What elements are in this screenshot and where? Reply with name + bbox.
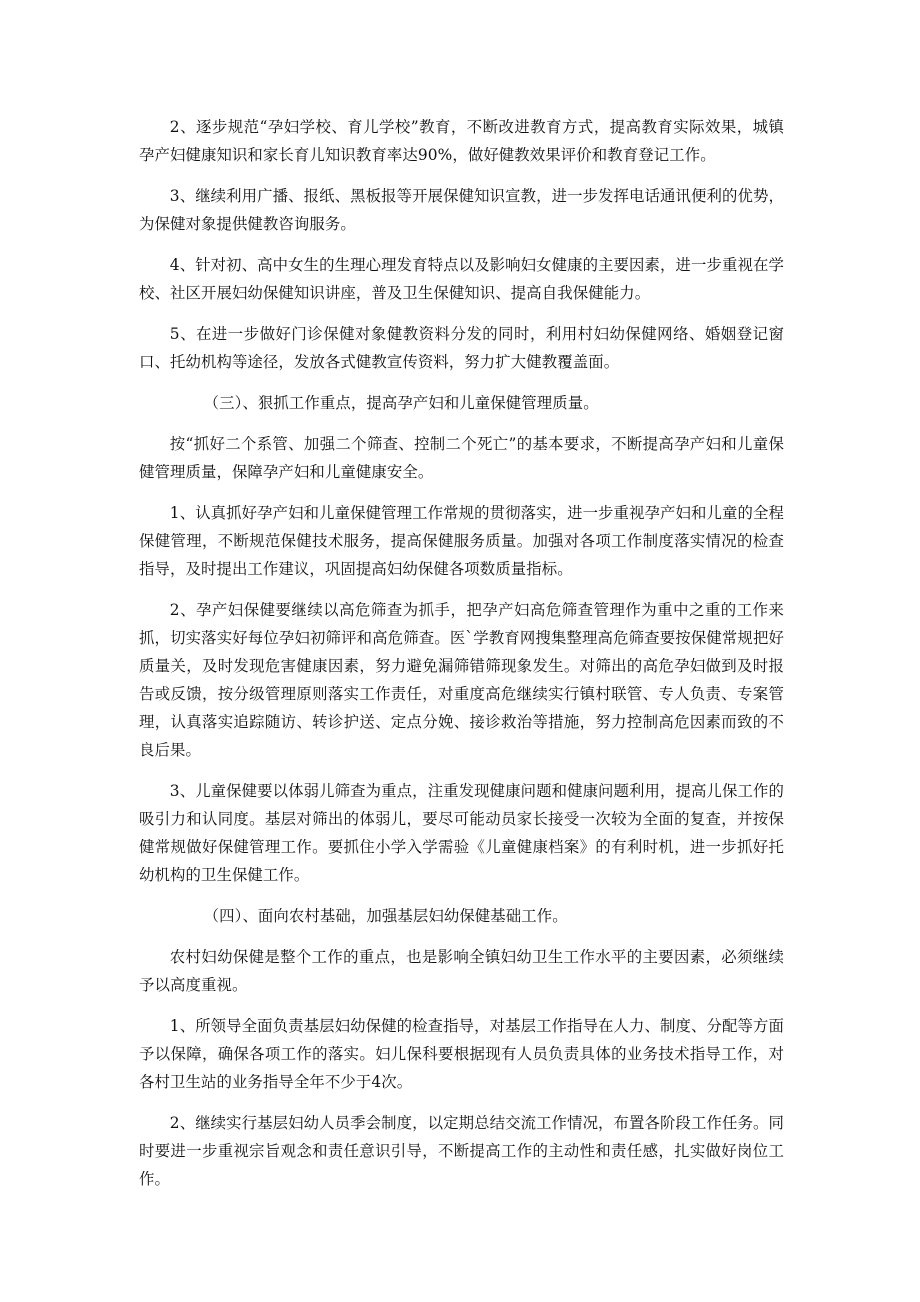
section-4-intro: 农村妇幼保健是整个工作的重点，也是影响全镇妇幼卫生工作水平的主要因素，必须继续予以高度重视。	[139, 948, 784, 994]
document-body	[139, 113, 784, 1206]
paragraph-item-1-management-routine: 1、认真抓好孕产妇和儿童保健管理工作常规的贯彻落实，进一步重视孕产妇和儿童的全程保健管理，不断规范保健技术服务，提高保健服务质量。加强对各项工作制度落实情况的检查指导，及时提出工作建议，巩固提高妇幼保健各项数质量指标。	[139, 504, 784, 578]
paragraph-item-4-female-students: 4、针对初、高中女生的生理心理发育特点以及影响妇女健康的主要因素，进一步重视在学校、社区开展妇幼保健知识讲座，普及卫生保健知识、提高自我保健能力。	[139, 256, 784, 302]
section-heading-3: （三）、狠抓工作重点，提高孕产妇和儿童保健管理质量。	[203, 394, 599, 412]
paragraph-item-3-media-publicity: 3、继续利用广播、报纸、黑板报等开展保健知识宣教，进一步发挥电话通讯便利的优势，为保健对象提供健教咨询服务。	[139, 187, 784, 233]
paragraph-item-5-materials-distribution: 5、在进一步做好门诊保健对象健教资料分发的同时，利用村妇幼保健网络、婚姻登记窗口、托幼机构等途径，发放各式健教宣传资料，努力扩大健教覆盖面。	[139, 325, 784, 371]
paragraph-item-1-leadership-guidance: 1、所领导全面负责基层妇幼保健的检查指导，对基层工作指导在人力、制度、分配等方面予以保障，确保各项工作的落实。妇儿保科要根据现有人员负责具体的业务技术指导工作，对各村卫生站的业务指导全年不少于4次。	[139, 1017, 784, 1091]
paragraph-item-2-maternal-screening: 2、孕产妇保健要继续以高危筛查为抓手，把孕产妇高危筛查管理作为重中之重的工作来抓，切实落实好每位孕妇初筛评和高危筛查。医`学教育网搜集整理高危筛查要按保健常规把好质量关，及时发现危害健康因素，努力避免漏筛错筛现象发生。对筛出的高危孕妇做到及时报告或反馈，按分级管理原则落实工作责任，对重度高危继续实行镇村联管、专人负责、专案管理，认真落实追踪随访、转诊护送、定点分娩、接诊救治等措施，努力控制高危因素而致的不良后果。	[139, 601, 784, 759]
paragraph-item-2-quarterly-meeting: 2、继续实行基层妇幼人员季会制度，以定期总结交流工作情况，布置各阶段工作任务。同时要进一步重视宗旨观念和责任意识引导，不断提高工作的主动性和责任感，扎实做好岗位工作。	[139, 1114, 784, 1188]
paragraph-item-2-education-standardization: 2、逐步规范“孕妇学校、育儿学校”教育，不断改进教育方式，提高教育实际效果，城镇孕产妇健康知识和家长育儿知识教育率达90%，做好健教效果评价和教育登记工作。	[139, 118, 784, 164]
section-heading-4: （四）、面向农村基础，加强基层妇幼保健基础工作。	[203, 907, 568, 925]
paragraph-item-3-child-health: 3、儿童保健要以体弱儿筛查为重点，注重发现健康问题和健康问题利用，提高儿保工作的吸引力和认同度。基层对筛出的体弱儿，要尽可能动员家长接受一次较为全面的复查，并按保健常规做好保健管理工作。要抓住小学入学需验《儿童健康档案》的有利时机，进一步抓好托幼机构的卫生保健工作。	[139, 782, 784, 884]
section-3-intro: 按“抓好二个系管、加强二个筛查、控制二个死亡”的基本要求，不断提高孕产妇和儿童保健管理质量，保障孕产妇和儿童健康安全。	[139, 435, 784, 481]
